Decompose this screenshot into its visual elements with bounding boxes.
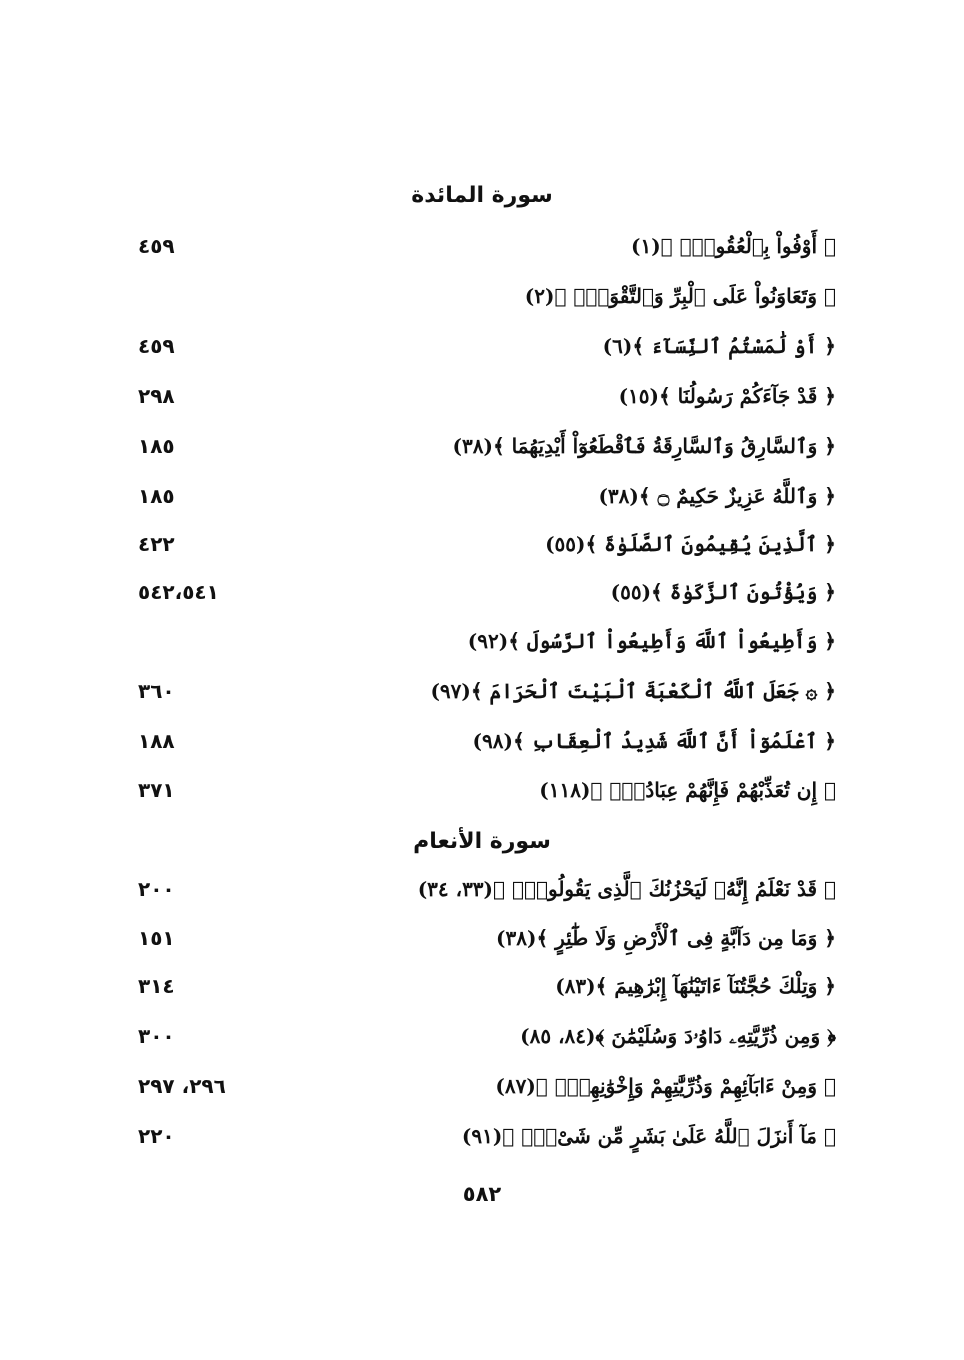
verse-text: ﴿ وَمِن ذُرِّيَّتِهِۦ دَاوُۥدَ وَسُلَيْمَٰنَ ﴾(٨٤، ٨٥)	[520, 1024, 836, 1048]
index-entry	[120, 281, 836, 311]
section-title-al-maidah: سورة المائدة	[411, 183, 553, 208]
page-reference: ١٥١	[138, 926, 175, 950]
index-entry	[120, 331, 836, 361]
verse-text: ﴿ وَتَعَاوَنُواْ عَلَى ٱلْبِرِّ وَٱلتَّقْوَىٰۖ ﴾(٢)	[524, 284, 836, 308]
index-entry	[120, 577, 836, 607]
index-entry	[120, 529, 836, 559]
index-entry	[120, 923, 836, 953]
verse-text: ﴿ أَوْ لَٰمَسْتُمُ ٱلنِّسَآءَ ﴾(٦)	[602, 334, 836, 358]
page-reference: ٣١٤	[138, 974, 175, 998]
section-title-al-anam: سورة الأنعام	[413, 829, 551, 854]
verse-text: ﴿ إِن تُعَذِّبْهُمْ فَإِنَّهُمْ عِبَادُكَۖ ﴾(١١٨)	[539, 778, 836, 802]
index-entry	[120, 431, 836, 461]
page-reference: ١٨٥	[138, 434, 175, 458]
verse-text: ﴿ ٱعْلَمُوٓاْ أَنَّ ٱللَّهَ شَدِيدُ ٱلْعِقَابِ ﴾(٩٨)	[472, 729, 836, 753]
verse-text: ﴿ وَتِلْكَ حُجَّتُنَآ ءَاتَيْنَٰهَآ إِبْرَٰهِيمَ ﴾(٨٣)	[555, 974, 836, 998]
index-entry	[120, 1121, 836, 1151]
index-entry	[120, 874, 836, 904]
index-entry	[120, 1071, 836, 1101]
verse-text: ﴿ وَٱلسَّارِقُ وَٱلسَّارِقَةُ فَٱقْطَعُوٓاْ أَيْدِيَهُمَا ﴾(٣٨)	[452, 434, 836, 458]
index-entry	[120, 1021, 836, 1051]
verse-text: ﴿ وَيُؤْتُونَ ٱلزَّكَوٰةَ ﴾(٥٥)	[610, 580, 836, 604]
verse-text: ﴿ أَوْفُواْ بِٱلْعُقُودِۚ ﴾(١)	[630, 234, 836, 258]
page-reference: ٣٧١	[138, 778, 175, 802]
page-reference: ٢٩٨	[138, 384, 175, 408]
page-reference: ٢٩٦، ٢٩٧	[138, 1074, 226, 1098]
index-entry	[120, 381, 836, 411]
verse-text: ﴿ ٱلَّذِينَ يُقِيمُونَ ٱلصَّلَوٰةَ ﴾(٥٥)	[545, 532, 836, 556]
verse-text: ﴿ وَٱللَّهُ عَزِيزٌ حَكِيمٌ ۝ ﴾(٣٨)	[598, 484, 836, 508]
page-reference: ٣٦٠	[138, 679, 175, 703]
page-reference: ١٨٥	[138, 484, 175, 508]
verse-text: ﴿ قَدْ جَآءَكُمْ رَسُولُنَا ﴾(١٥)	[618, 384, 836, 408]
index-entry	[120, 231, 836, 261]
index-entry	[120, 626, 836, 656]
verse-text: ﴿ قَدْ نَعْلَمُ إِنَّهُۥ لَيَحْزُنُكَ ٱلَّذِى يَقُولُونَۖ ﴾(٣٣، ٣٤)	[417, 877, 836, 901]
verse-text: ﴿ مَآ أَنزَلَ ٱللَّهُ عَلَىٰ بَشَرٍ مِّن شَىْءٍۗ ﴾(٩١)	[461, 1124, 836, 1148]
verse-text: ﴿ وَمِنْ ءَابَآئِهِمْ وَذُرِّيَّٰتِهِمْ وَإِخْوَٰنِهِمْۖ ﴾(٨٧)	[495, 1074, 836, 1098]
page-number: ٥٨٢	[462, 1182, 502, 1206]
index-entry	[120, 676, 836, 706]
index-entry	[120, 481, 836, 511]
index-entry	[120, 775, 836, 805]
page-reference: ٤٥٩	[138, 334, 175, 358]
verse-text: ﴿ ۞ جَعَلَ ٱللَّهُ ٱلْكَعْبَةَ ٱلْبَيْتَ ٱلْحَرَامَ ﴾(٩٧)	[430, 679, 836, 703]
verse-text: ﴿ وَأَطِيعُواْ ٱللَّهَ وَأَطِيعُواْ ٱلرَّسُولَ ﴾(٩٢)	[467, 629, 836, 653]
page-reference: ٢٠٠	[138, 877, 175, 901]
page-reference: ٤٢٢	[138, 532, 175, 556]
page-reference: ٣٠٠	[138, 1024, 175, 1048]
verse-text: ﴿ وَمَا مِن دَآبَّةٍ فِى ٱلْأَرْضِ وَلَا طَٰٓئِرٍ ﴾(٣٨)	[496, 926, 836, 950]
page-reference: ١٨٨	[138, 729, 175, 753]
page-reference: ٢٢٠	[138, 1124, 175, 1148]
page-reference: ٥٤٢،٥٤١	[138, 580, 219, 604]
index-entry	[120, 971, 836, 1001]
index-entry	[120, 726, 836, 756]
page-reference: ٤٥٩	[138, 234, 175, 258]
